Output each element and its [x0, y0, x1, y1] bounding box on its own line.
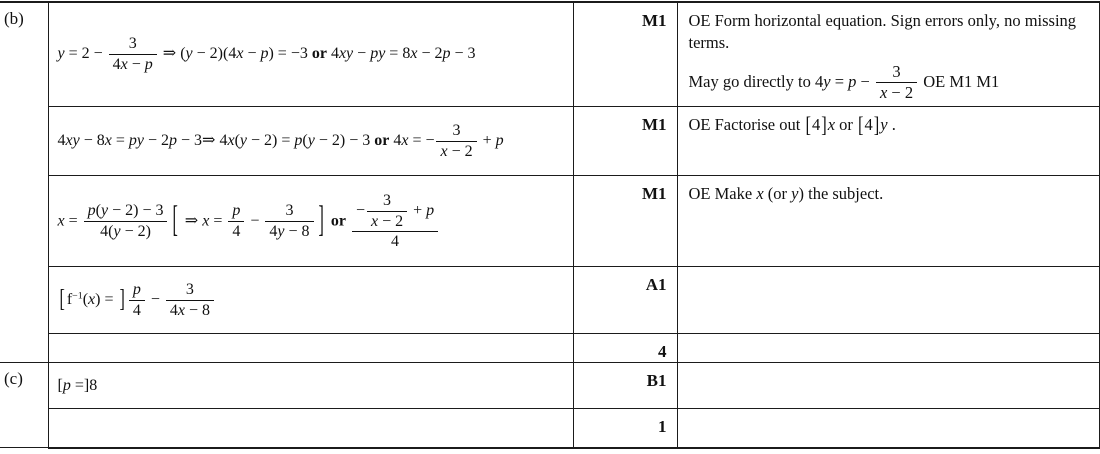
- math-token: − 8: [284, 222, 310, 240]
- math-token: −: [246, 212, 264, 230]
- math-token: ]: [821, 112, 827, 138]
- math-token: (: [302, 132, 308, 150]
- math-token: x: [120, 56, 128, 74]
- math-token: ]: [318, 201, 324, 241]
- math-token: ) =: [272, 132, 295, 150]
- math-token: or: [311, 45, 327, 63]
- table-row: [0, 267, 1100, 334]
- math-token: or: [330, 212, 346, 230]
- math-token: − 3: [177, 132, 203, 150]
- table-row: [0, 2, 1100, 107]
- math-token: or: [374, 132, 390, 150]
- math-token: ]: [873, 112, 880, 138]
- math-token: ) =: [95, 291, 118, 309]
- math-token: py: [128, 132, 144, 150]
- math-line: [689, 183, 1090, 205]
- math-token: (: [180, 45, 186, 63]
- fraction: [228, 202, 244, 241]
- math-token: 3: [285, 202, 294, 220]
- math-token: OE Make: [688, 184, 757, 204]
- math-token: py: [370, 45, 386, 63]
- math-token: −1: [72, 290, 83, 302]
- working-cell: [48, 107, 573, 176]
- math-token: (: [95, 202, 101, 220]
- math-token: −: [856, 71, 874, 91]
- math-token: p: [169, 132, 178, 150]
- math-token: −: [127, 56, 145, 74]
- math-token: 8: [89, 376, 98, 394]
- math-token: x: [236, 45, 244, 63]
- math-token: − 2: [378, 212, 404, 230]
- math-token: 3: [452, 122, 461, 140]
- math-token: y: [880, 115, 888, 135]
- math-token: p: [495, 132, 504, 150]
- fraction: [109, 35, 157, 74]
- math-token: x: [202, 212, 210, 230]
- math-token: 4: [326, 45, 339, 63]
- math-token: x: [827, 115, 836, 135]
- math-token: ) − 3: [133, 202, 164, 220]
- math-token: [: [57, 376, 63, 394]
- math-token: y: [100, 202, 109, 220]
- fraction: [367, 192, 407, 231]
- comment-cell: [677, 2, 1100, 107]
- math-token: x: [879, 83, 888, 102]
- mark-cell: M1: [573, 176, 677, 267]
- working-cell: [48, 267, 573, 334]
- math-token: x: [88, 291, 96, 309]
- math-token: − 2: [314, 132, 340, 150]
- math-token: May go directly to 4: [688, 71, 824, 91]
- math-token: p: [132, 281, 141, 299]
- math-token: − 2: [192, 45, 218, 63]
- working-cell: [48, 409, 573, 448]
- math-token: −: [146, 291, 164, 309]
- comment-cell: [677, 107, 1100, 176]
- math-token: 4: [215, 132, 228, 150]
- math-token: y: [791, 184, 799, 204]
- math-token: − 2: [247, 132, 273, 150]
- math-token: xy: [338, 45, 354, 63]
- math-token: OE Form horizontal equation. Sign errors only, no missing terms.: [688, 11, 1077, 52]
- math-token: x: [756, 184, 764, 204]
- math-token: ]: [83, 376, 90, 394]
- table-row: [0, 176, 1100, 267]
- math-line: [689, 10, 1090, 54]
- math-line: [58, 281, 569, 320]
- math-token: ⇒: [158, 45, 181, 63]
- math-token: +: [409, 201, 427, 219]
- working-cell: [48, 176, 573, 267]
- math-token: ⇒: [202, 132, 216, 150]
- math-token: 4: [112, 56, 121, 74]
- math-token: =: [70, 376, 84, 394]
- math-token: ) the subject.: [798, 184, 884, 204]
- math-token: (: [82, 291, 89, 309]
- part-label-b: (b): [0, 2, 48, 363]
- math-token: −: [355, 201, 365, 219]
- math-token: x: [401, 132, 409, 150]
- math-token: y: [57, 45, 65, 63]
- math-token: x: [370, 212, 379, 230]
- math-token: ]: [119, 285, 125, 313]
- part-label-c: (c): [0, 363, 48, 448]
- mark-cell: M1: [573, 2, 677, 107]
- math-token: − 2: [143, 132, 170, 150]
- math-token: [: [59, 285, 65, 313]
- mark-scheme-table: [0, 1, 1100, 449]
- fraction: [876, 63, 917, 103]
- working-cell: [48, 363, 573, 409]
- fraction: [129, 281, 145, 320]
- total-mark-cell: 1: [573, 409, 677, 448]
- table-row: [0, 107, 1100, 176]
- math-token: ) − 3: [339, 132, 375, 150]
- comment-cell: [677, 334, 1100, 363]
- math-token: ) = −3: [268, 45, 312, 63]
- math-token: p: [442, 45, 451, 63]
- math-token: 4: [389, 132, 402, 150]
- math-token: (or: [763, 184, 792, 204]
- math-token: − 2: [417, 45, 443, 63]
- math-token: =: [111, 132, 129, 150]
- math-token: 4: [228, 45, 237, 63]
- math-token: p: [232, 202, 241, 220]
- math-token: 3: [383, 191, 392, 209]
- comment-cell: [677, 176, 1100, 267]
- math-token: [: [805, 112, 811, 138]
- mark-cell: A1: [573, 267, 677, 334]
- working-cell: [48, 334, 573, 363]
- math-token: 4: [811, 115, 821, 135]
- math-token: y: [185, 45, 193, 63]
- math-token: OE Factorise out: [688, 115, 805, 135]
- math-token: 3: [892, 61, 901, 81]
- math-token: − 8: [79, 132, 105, 150]
- math-token: = 2 −: [64, 45, 107, 63]
- table-row: [0, 363, 1100, 409]
- math-token: p: [87, 202, 96, 220]
- fraction: [265, 202, 313, 241]
- math-line: [58, 122, 569, 161]
- math-token: 4: [269, 222, 278, 240]
- working-cell: [48, 2, 573, 107]
- math-line: [58, 35, 569, 74]
- mark-cell: B1: [573, 363, 677, 409]
- math-token: =: [830, 71, 849, 91]
- math-token: .: [887, 115, 896, 135]
- fraction: [436, 122, 476, 161]
- math-token: p: [294, 132, 303, 150]
- math-token: −: [353, 45, 371, 63]
- comment-cell: [677, 267, 1100, 334]
- math-token: p: [144, 56, 153, 74]
- math-token: 4: [864, 115, 873, 135]
- math-token: − 2: [108, 202, 134, 220]
- math-token: p: [848, 71, 857, 91]
- math-line: [58, 377, 569, 395]
- math-line: [58, 192, 569, 252]
- math-token: x: [227, 132, 235, 150]
- mark-cell: M1: [573, 107, 677, 176]
- math-token: =: [64, 212, 82, 230]
- math-token: = −: [408, 132, 435, 150]
- math-token: or: [835, 115, 858, 135]
- math-token: −: [243, 45, 261, 63]
- comment-cell: [677, 409, 1100, 448]
- math-token: p: [260, 45, 269, 63]
- math-token: = 8: [385, 45, 411, 63]
- math-token: =: [209, 212, 227, 230]
- math-token: 4: [169, 301, 178, 319]
- math-token: x: [104, 132, 112, 150]
- math-token: x: [177, 301, 185, 319]
- math-token: y: [113, 222, 121, 240]
- math-token: − 2: [887, 83, 914, 102]
- math-token: 4: [57, 132, 66, 150]
- math-token: (: [234, 132, 240, 150]
- math-token: [: [858, 112, 864, 138]
- total-mark-cell: 4: [573, 334, 677, 363]
- math-token: − 2: [447, 142, 473, 160]
- math-token: − 3: [450, 45, 476, 63]
- math-token: 4: [391, 233, 400, 251]
- math-token: x: [57, 212, 65, 230]
- math-token: p: [426, 201, 435, 219]
- math-token: f: [66, 291, 73, 309]
- fraction: [84, 202, 168, 241]
- math-token: 3: [185, 281, 194, 299]
- math-token: − 2): [120, 222, 151, 240]
- math-token: x: [410, 45, 418, 63]
- math-token: 3: [128, 35, 137, 53]
- math-token: xy: [65, 132, 80, 150]
- fraction: [166, 281, 214, 320]
- math-token: y: [307, 132, 315, 150]
- math-token: OE M1 M1: [919, 71, 1000, 91]
- math-token: x: [440, 142, 448, 160]
- math-token: p: [62, 376, 71, 394]
- table-row: [0, 409, 1100, 448]
- math-token: ⇒: [180, 212, 203, 230]
- math-token: 4: [232, 222, 241, 240]
- table-row: [0, 334, 1100, 363]
- math-token: +: [478, 132, 496, 150]
- math-token: )(: [217, 45, 229, 63]
- fraction: [352, 192, 438, 252]
- math-token: y: [277, 222, 285, 240]
- comment-cell: [677, 363, 1100, 409]
- math-line: [689, 114, 1090, 136]
- math-line: [689, 63, 1090, 103]
- math-token: [346, 212, 350, 229]
- math-token: − 8: [184, 301, 210, 319]
- math-token: 4: [132, 301, 141, 319]
- math-token: y: [823, 71, 831, 91]
- math-token: 4(: [100, 222, 114, 240]
- math-token: y: [239, 132, 247, 150]
- math-token: [: [172, 201, 178, 241]
